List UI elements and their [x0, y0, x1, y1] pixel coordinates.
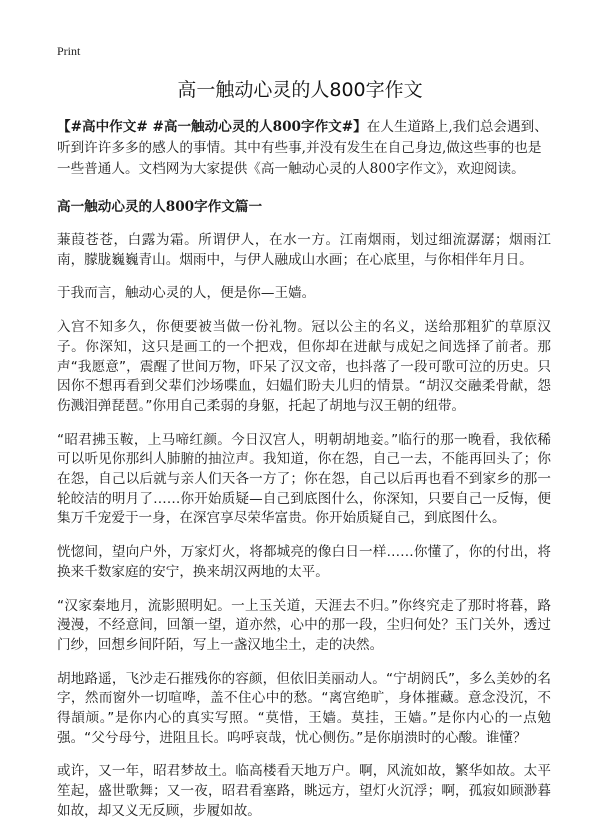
paragraph: “汉家秦地月，流影照明妃。一上玉关道，天涯去不归。”你终究走了那时将暮，路漫漫，不经意间，回頷一望，道亦然，心中的那一段，尘归何处？玉门关外，透过门纱，回想乡间阡陌，写上一盏汉地尘土，走的决然。 — [57, 597, 551, 653]
paragraph: “昭君拂玉鞍，上马啼红颜。今日汉宫人，明朝胡地妾。”临行的那一晚看，我依稀可以听见你那纠人肺腑的抽泣声。我知道，你在怨，自己一去，不能再回头了；你在怨，自己以后就与亲人们天各一方了；你在怨，自己以后再也看不到家乡的那一轮皎洁的明月了……你开始质疑—自己到底图什么，你深知，只要自己一反悔，便集万千宠爱于一身，在深宫享尽荣华富贵。你开始质疑自己，到底图什么。 — [57, 431, 551, 527]
paragraph: 或许，又一年，昭君梦故土。临高楼看天地万户。啊，风流如故，繁华如故。太平笙起，盛世歌舞；又一夜，昭君看塞路，眺远方，望灯火沉浮；啊，孤寂如顾渺暮如故，却又义无反顾，步履如故。 — [57, 763, 551, 819]
paragraph: 入宫不知多久，你便要被当做一份礼物。冠以公主的名义，送给那粗犷的草原汉子。你深知，这只是画工的一个把戏，但你却在进献与成妃之间选择了前者。那声“我愿意”，震醒了世间万物，吓呆了汉文帝，也抖落了一段可歌可泣的历史。只因你不想再看到父辈们沙场喋血，妇媪们盼夫儿归的情景。“胡汉交融柔骨献，怨伤溅泪弹琵琶。”你用自己柔弱的身躯，托起了胡地与汉王朝的纽带。 — [57, 319, 551, 414]
intro-tags: 【#高中作文# #高一触动心灵的人800字作文#】 — [57, 119, 367, 135]
print-link[interactable]: Print — [57, 44, 81, 58]
intro-paragraph — [57, 117, 551, 180]
article-body — [57, 117, 551, 836]
page-title: 高一触动心灵的人800字作文 — [177, 79, 423, 101]
paragraph: 恍惚间，望向户外，万家灯火，将都城亮的像白日一样……你懂了，你的付出，将换来千数家庭的安宁，换来胡汉两地的太平。 — [57, 544, 551, 580]
paragraph: 胡地路遥，飞沙走石摧残你的容颜，但依旧美丽动人。“宁胡阏氏”，多么美妙的名字，然而窗外一切喧哗，盖不住心中的愁。“离宫绝旷，身体摧藏。意念没沉，不得頡颃。”是你内心的真实写照。“莫惜，王嫱。莫挂，王嫱。”是你内心的一点勉强。“父兮母兮，进阻且长。呜呼哀哉，忧心侧伤。”是你崩溃时的心酸。谁懂？ — [57, 670, 551, 746]
paragraph: 蒹葭苍苍，白露为霜。所谓伊人，在水一方。江南烟雨，划过细流潺潺；烟雨江南，朦胧巍巍青山。烟雨中，与伊人融成山水画；在心底里，与你相伴年月日。 — [57, 232, 551, 268]
paragraph: 于我而言，触动心灵的人，便是你—王嫱。 — [57, 285, 316, 302]
intro-text: 在人生道路上,我们总会遇到、听到许许多多的感人的事情。其中有些事,并没有发生在自己身边,做这些事的也是一些普通人。文档网为大家提供《高一触动心灵的人800字作文》，欢迎阅读。 — [57, 119, 548, 177]
section-heading: 高一触动心灵的人800字作文篇一 — [57, 199, 263, 215]
